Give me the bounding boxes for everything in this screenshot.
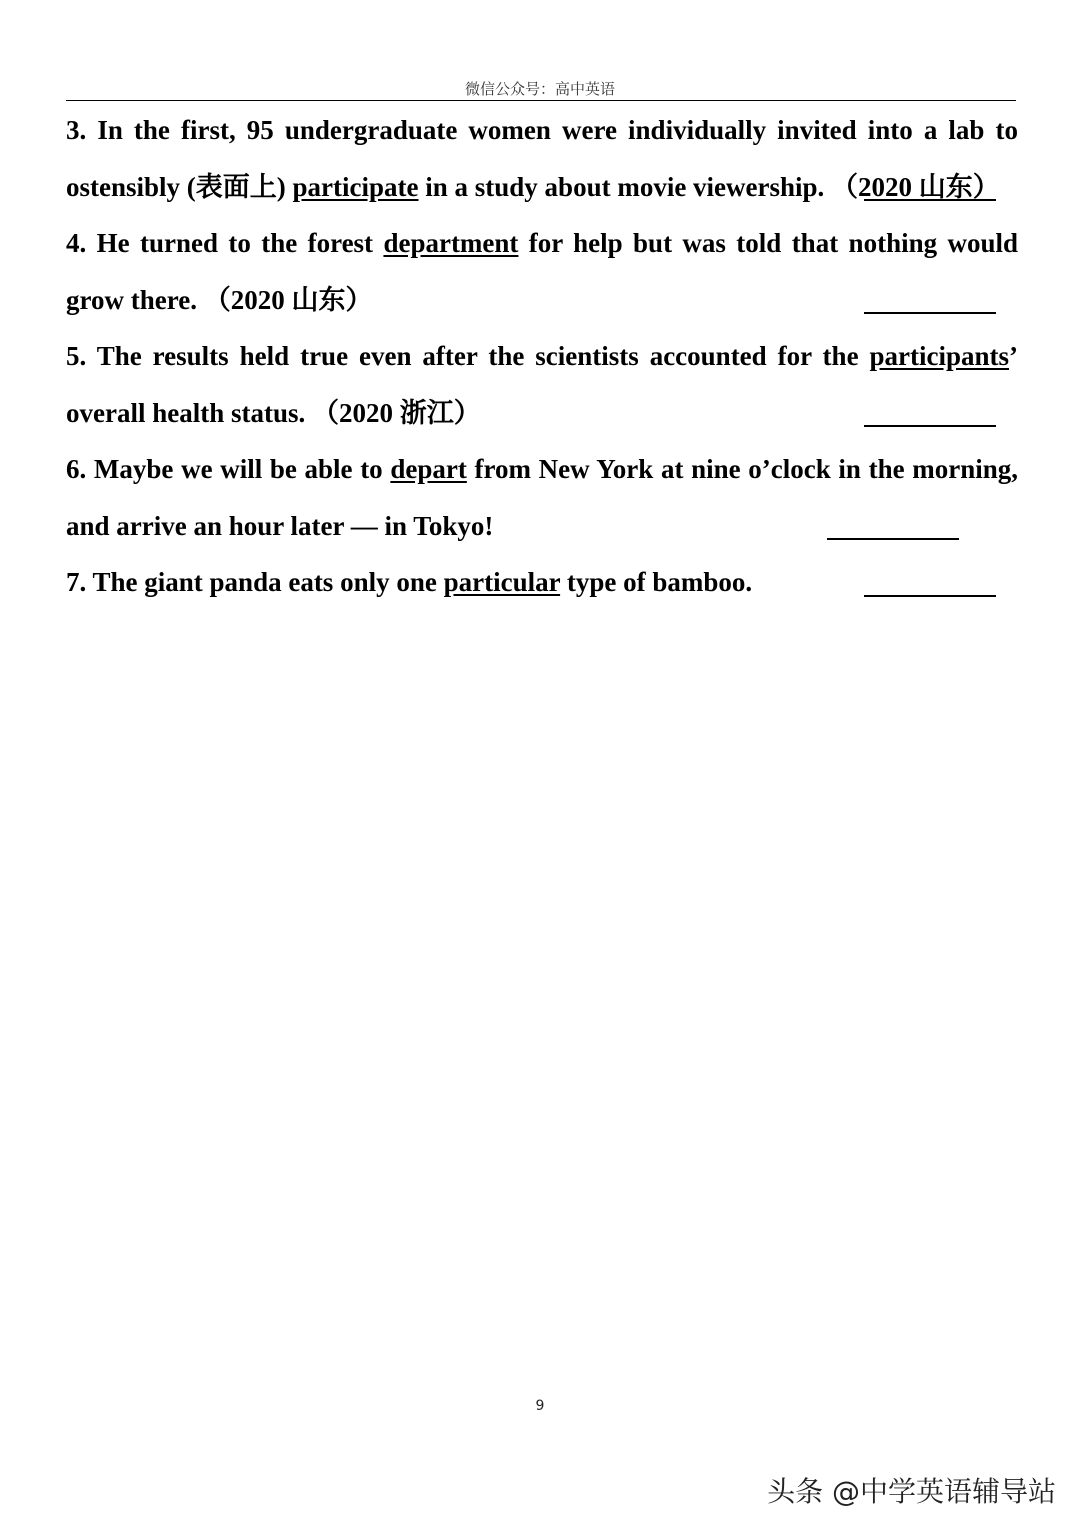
question-text: type of bamboo. <box>560 567 753 597</box>
question-6 <box>66 441 1018 554</box>
keyword-underlined: department <box>383 228 519 258</box>
question-7 <box>66 554 1018 611</box>
answer-blank[interactable] <box>864 425 996 427</box>
question-5 <box>66 328 1018 441</box>
page-number: 9 <box>535 1398 545 1414</box>
chinese-gloss: (表面上) <box>186 171 286 202</box>
question-text: for help but was told that nothing would grow there. <box>66 228 1019 315</box>
keyword-underlined: participate <box>292 171 419 202</box>
question-text: The results held true even after the scientists accounted for the <box>96 341 870 371</box>
answer-blank[interactable] <box>864 312 996 314</box>
answer-blank[interactable] <box>864 199 996 201</box>
question-number: 5. <box>66 341 87 371</box>
question-text: in a study about movie viewership. <box>418 171 825 202</box>
question-4 <box>66 215 1018 328</box>
question-number: 4. <box>66 228 87 258</box>
page-header: 微信公众号：高中英语 <box>464 80 615 98</box>
question-source: （2020 山东） <box>203 284 373 315</box>
question-text: ’ overall health status. <box>66 341 1019 428</box>
keyword-underlined: particular <box>443 567 561 597</box>
question-number: 6. <box>66 454 87 484</box>
header-divider <box>66 100 1016 101</box>
question-text: He turned to the forest <box>96 228 384 258</box>
question-text: In the first, 95 undergraduate women were individually invited into a lab to ostensibly <box>66 115 1018 202</box>
keyword-underlined: depart <box>390 454 467 484</box>
question-list <box>66 102 1018 611</box>
question-source: （2020 山东） <box>831 171 1000 202</box>
answer-blank[interactable] <box>864 595 996 597</box>
question-number: 3. <box>66 115 87 145</box>
question-text: from New York at nine o’clock in the morning, and arrive an hour later — in Tokyo! <box>66 454 1019 541</box>
keyword-underlined: participants <box>869 341 1010 371</box>
watermark: 头条 @中学英语辅导站 <box>767 1475 1056 1508</box>
question-text: Maybe we will be able to <box>93 454 391 484</box>
question-text: The giant panda eats only one <box>92 567 444 597</box>
answer-blank[interactable] <box>827 538 959 540</box>
question-number: 7. <box>66 567 87 597</box>
question-source: （2020 浙江） <box>312 397 481 428</box>
question-3 <box>66 102 1018 215</box>
